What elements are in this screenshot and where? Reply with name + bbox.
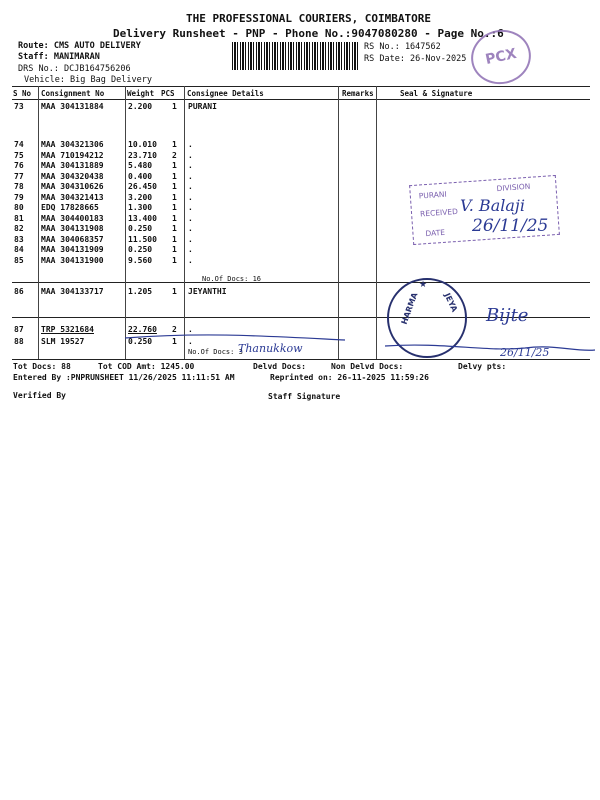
row-pcs: 1 (172, 337, 177, 346)
row-details: . (188, 171, 193, 181)
row-consignment: MAA 304321306 (41, 140, 104, 149)
row-consignment: SLM 19527 (41, 337, 85, 346)
table-row (14, 182, 244, 192)
table-row (14, 256, 244, 266)
row-pcs: 1 (172, 171, 177, 181)
row-consignment: MAA 304131900 (41, 255, 104, 265)
row-sno: 86 (14, 287, 24, 296)
row-weight: 0.400 (128, 171, 153, 181)
row-sno: 81 (14, 213, 24, 223)
row-weight: 2.200 (128, 102, 153, 111)
row-consignment: TRP 5321684 (41, 325, 94, 334)
col-divider (376, 86, 377, 359)
row-pcs: 1 (172, 245, 177, 254)
row-sno: 78 (14, 182, 24, 191)
row-weight: 13.400 (128, 213, 157, 223)
group-divider (12, 282, 590, 283)
table-row (14, 203, 244, 213)
row-details: . (188, 140, 193, 149)
non-delivered-docs: Non Delvd Docs: (331, 362, 404, 371)
rs-number: RS No.: 1647562 (364, 42, 441, 52)
row-pcs: 1 (172, 203, 177, 212)
row-weight: 5.480 (128, 161, 153, 170)
seal-text: HARMA (399, 291, 420, 326)
staff-label: Staff: MANIMARAN (18, 52, 100, 62)
stamp-text: DATE (425, 227, 446, 239)
handwritten-name: V. Balaji (460, 196, 525, 215)
row-pcs: 1 (172, 234, 177, 244)
row-details: PURANI (188, 102, 217, 111)
row-pcs: 1 (172, 255, 177, 265)
row-pcs: 1 (172, 140, 177, 149)
row-consignment: MAA 304131908 (41, 224, 104, 233)
row-details: . (188, 192, 193, 202)
seal-text: JEYA (442, 291, 460, 314)
row-details: . (188, 182, 193, 191)
row-sno: 73 (14, 102, 24, 111)
row-details: . (188, 150, 193, 160)
col-header-remarks: Remarks (342, 89, 374, 98)
company-title: THE PROFESSIONAL COURIERS, COIMBATORE (186, 12, 432, 25)
col-header-seal: Seal & Signature (400, 89, 473, 98)
table-row (14, 172, 244, 182)
row-sno: 74 (14, 140, 24, 149)
row-pcs: 2 (172, 150, 177, 160)
row-details: . (188, 213, 193, 223)
stamp-text: DIVISION (496, 181, 531, 194)
row-sno: 83 (14, 234, 24, 244)
row-consignment: MAA 304321413 (41, 192, 104, 202)
table-row (14, 102, 244, 112)
row-details: . (188, 203, 193, 212)
row-weight: 10.010 (128, 140, 157, 149)
row-details: . (188, 325, 193, 334)
table-row (14, 245, 244, 255)
pen-strokes (125, 330, 600, 360)
reprinted-on: Reprinted on: 26-11-2025 11:59:26 (270, 373, 429, 382)
row-sno: 84 (14, 245, 24, 254)
rs-date: RS Date: 26-Nov-2025 (364, 54, 467, 64)
row-details: . (188, 255, 193, 265)
row-consignment: MAA 304133717 (41, 287, 104, 296)
table-row (14, 193, 244, 203)
entered-by: Entered By :PNPRUNSHEET 11/26/2025 11:11:51 AM (13, 373, 235, 382)
table-row (14, 151, 244, 161)
barcode (232, 42, 360, 70)
stamp-text: PURANI (418, 189, 447, 201)
table-row (14, 140, 244, 150)
docs-count-note: No.Of Docs: 3 (188, 348, 243, 356)
row-weight: 0.250 (128, 245, 153, 254)
col-header-consignment: Consignment No (41, 89, 105, 98)
col-divider (338, 86, 339, 359)
row-weight: 0.250 (128, 224, 153, 233)
vehicle-label: Vehicle: Big Bag Delivery (24, 75, 152, 85)
row-details: . (188, 161, 193, 170)
row-details: JEYANTHI (188, 287, 227, 296)
row-consignment: MAA 304131909 (41, 245, 104, 254)
col-header-details: Consignee Details (187, 89, 264, 98)
row-details: . (188, 245, 193, 254)
handwritten-date: 26/11/25 (472, 216, 549, 236)
row-sno: 77 (14, 171, 24, 181)
row-consignment: MAA 304131889 (41, 161, 104, 170)
row-pcs: 1 (172, 287, 177, 296)
row-sno: 87 (14, 325, 24, 334)
row-consignment: MAA 304131884 (41, 102, 104, 111)
docs-count-note: No.Of Docs: 16 (202, 275, 262, 283)
row-sno: 79 (14, 192, 24, 202)
row-details: . (188, 337, 193, 346)
table-row (14, 287, 244, 297)
table-top-rule (12, 86, 590, 87)
delivery-points: Delvy pts: (458, 362, 507, 371)
pcx-stamp: PCX (466, 24, 536, 89)
row-pcs: 1 (172, 192, 177, 202)
row-sno: 80 (14, 203, 24, 212)
handwritten-thanks: Thanukkow (238, 342, 303, 355)
row-details: . (188, 234, 193, 244)
row-consignment: EDQ 17828665 (41, 203, 99, 212)
row-weight: 23.710 (128, 150, 157, 160)
row-pcs: 1 (172, 161, 177, 170)
handwritten-signature: Bijte (486, 305, 529, 326)
row-sno: 88 (14, 337, 24, 346)
row-details: . (188, 224, 193, 233)
delivered-docs: Delvd Docs: (253, 362, 306, 371)
row-weight: 9.560 (128, 255, 153, 265)
row-pcs: 1 (172, 213, 177, 223)
row-consignment: MAA 304310626 (41, 182, 104, 191)
handwritten-date: 26/11/25 (500, 346, 550, 359)
row-pcs: 1 (172, 182, 177, 191)
row-weight: 0.250 (128, 337, 153, 346)
col-header-sno: S No (13, 89, 32, 98)
row-consignment: MAA 304320438 (41, 171, 104, 181)
table-row (14, 214, 244, 224)
row-sno: 82 (14, 224, 24, 233)
col-header-pcs: PCS (161, 89, 175, 98)
row-consignment: MAA 304400183 (41, 213, 104, 223)
total-cod: Tot COD Amt: 1245.00 (98, 362, 195, 371)
table-row (14, 224, 244, 234)
table-row (14, 161, 244, 171)
total-docs: Tot Docs: 88 (13, 362, 71, 371)
table-header-rule (12, 99, 590, 100)
row-pcs: 2 (172, 325, 177, 334)
runsheet-subtitle: Delivery Runsheet - PNP - Phone No.:9047080280 - Page No.:6 (113, 27, 504, 40)
row-weight: 26.450 (128, 182, 157, 191)
row-weight: 1.205 (128, 287, 153, 296)
stamp-text: RECEIVED (419, 206, 459, 219)
route-label: Route: CMS AUTO DELIVERY (18, 41, 141, 51)
drs-label: DRS No.: DCJB164756206 (18, 64, 131, 74)
row-consignment: MAA 304068357 (41, 234, 104, 244)
row-weight: 1.300 (128, 203, 153, 212)
row-sno: 76 (14, 161, 24, 170)
row-consignment: MAA 710194212 (41, 150, 104, 160)
verified-by: Verified By (13, 391, 66, 400)
col-header-weight: Weight (127, 89, 155, 98)
row-weight: 3.200 (128, 192, 153, 202)
row-sno: 75 (14, 150, 24, 160)
row-weight: 11.500 (128, 234, 157, 244)
row-pcs: 1 (172, 102, 177, 111)
staff-signature: Staff Signature (268, 392, 341, 401)
table-row (14, 235, 244, 245)
row-sno: 85 (14, 255, 24, 265)
row-pcs: 1 (172, 224, 177, 233)
row-weight: 22.760 (128, 325, 157, 334)
star-icon: ★ (419, 280, 428, 290)
